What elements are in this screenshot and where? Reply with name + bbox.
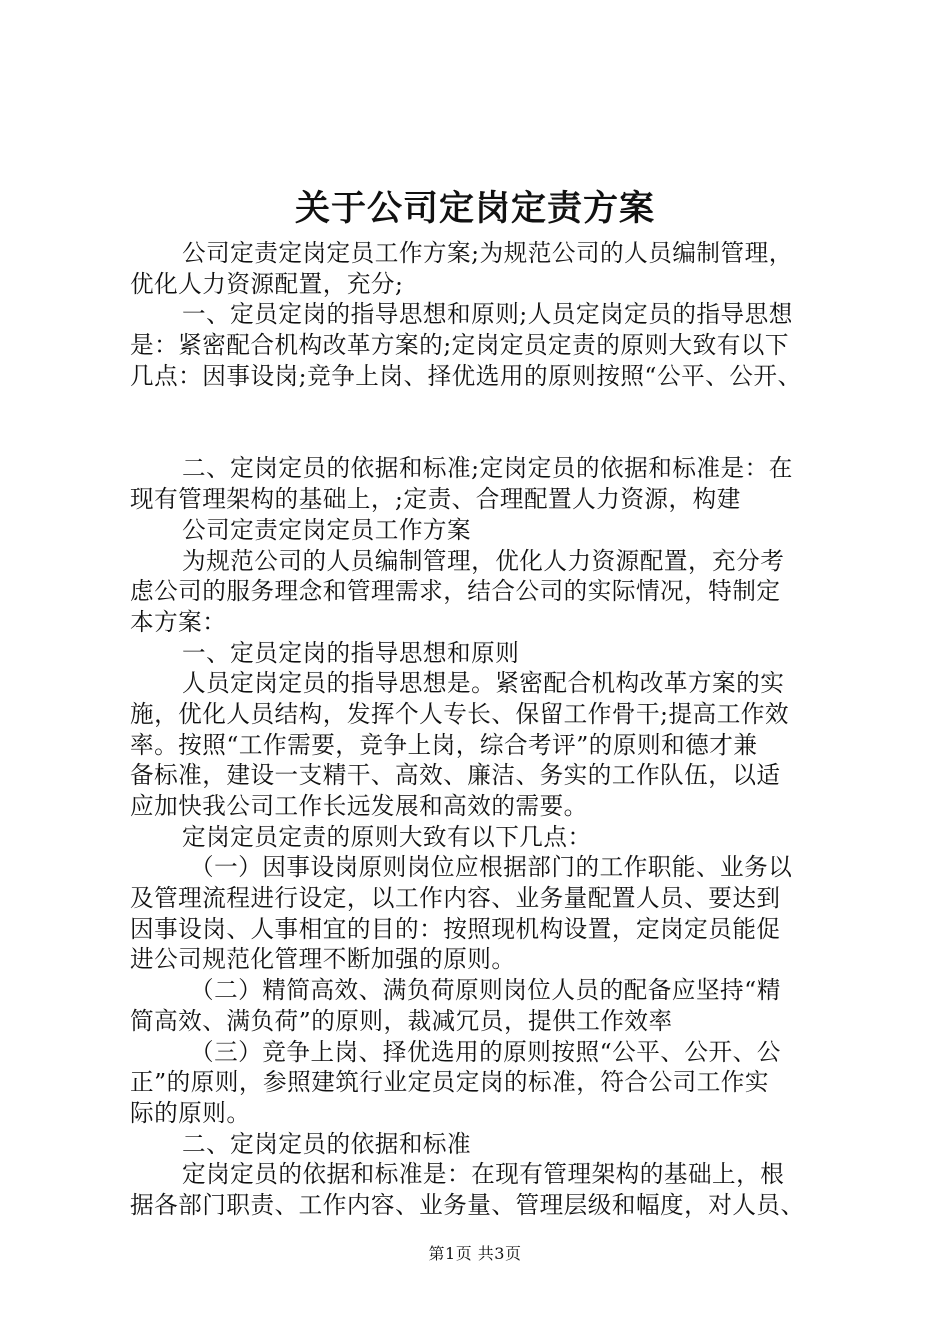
paragraph-line: 正”的原则，参照建筑行业定员定岗的标准，符合公司工作实 bbox=[130, 1068, 769, 1097]
section-heading: 一、定员定岗的指导思想和原则 bbox=[182, 638, 520, 667]
section-heading: 二、定岗定员的依据和标准 bbox=[182, 1129, 472, 1158]
paragraph-line: 优化人力资源配置，充分; bbox=[130, 269, 404, 298]
paragraph-line: 虑公司的服务理念和管理需求，结合公司的实际情况，特制定 bbox=[130, 577, 781, 606]
paragraph-line: 人员定岗定员的指导思想是。紧密配合机构改革方案的实 bbox=[182, 669, 785, 698]
paragraph-line: 应加快我公司工作长远发展和高效的需要。 bbox=[130, 792, 588, 820]
paragraph-line: 公司定责定岗定员工作方案;为规范公司的人员编制管理， bbox=[182, 239, 793, 267]
paragraph-line: 现有管理架构的基础上，;定责、合理配置人力资源，构建 bbox=[130, 485, 741, 514]
paragraph-line: 据各部门职责、工作内容、业务量、管理层级和幅度，对人员、 bbox=[130, 1190, 805, 1219]
paragraph-line: 定岗定员定责的原则大致有以下几点： bbox=[182, 822, 592, 851]
paragraph-line: 际的原则。 bbox=[130, 1098, 251, 1127]
paragraph-line: 一、定员定岗的指导思想和原则;人员定岗定员的指导思想 bbox=[182, 300, 793, 329]
paragraph-line: （一）因事设岗原则岗位应根据部门的工作职能、业务以 bbox=[190, 853, 793, 882]
section-heading: 公司定责定岗定员工作方案 bbox=[182, 515, 472, 544]
paragraph-line: 备标准，建设一支精干、高效、廉洁、务实的工作队伍，以适 bbox=[130, 761, 781, 790]
paragraph-line: 为规范公司的人员编制管理，优化人力资源配置，充分考 bbox=[182, 546, 785, 575]
paragraph-line: 率。按照“工作需要，竞争上岗，综合考评”的原则和德才兼 bbox=[130, 730, 758, 759]
paragraph-line: （三）竞争上岗、择优选用的原则按照“公平、公开、公 bbox=[190, 1037, 781, 1066]
paragraph-line: 本方案： bbox=[130, 607, 227, 636]
page-footer: 第1页 共3页 bbox=[428, 1244, 522, 1263]
paragraph-line: 及管理流程进行设定，以工作内容、业务量配置人员、要达到 bbox=[130, 884, 781, 913]
paragraph-line: 进公司规范化管理不断加强的原则。 bbox=[130, 945, 516, 974]
paragraph-line: 是：紧密配合机构改革方案的;定岗定员定责的原则大致有以下 bbox=[130, 331, 789, 360]
paragraph-line: 施，优化人员结构，发挥个人专长、保留工作骨干;提高工作效 bbox=[130, 699, 789, 728]
blank-gap bbox=[130, 391, 835, 453]
paragraph-line: （二）精简高效、满负荷原则岗位人员的配备应坚持“精 bbox=[190, 976, 781, 1005]
paragraph-line: 定岗定员的依据和标准是：在现有管理架构的基础上，根 bbox=[182, 1160, 785, 1189]
document-body bbox=[130, 238, 835, 1221]
document-title: 关于公司定岗定责方案 bbox=[294, 189, 655, 229]
paragraph-line: 二、定岗定员的依据和标准;定岗定员的依据和标准是：在 bbox=[182, 454, 793, 483]
paragraph-line: 因事设岗、人事相宜的目的：按照现机构设置，定岗定员能促 bbox=[130, 914, 781, 943]
paragraph-line: 简高效、满负荷”的原则，裁减冗员，提供工作效率 bbox=[130, 1006, 673, 1035]
paragraph-line: 几点：因事设岗;竞争上岗、择优选用的原则按照“公平、公开、 bbox=[130, 361, 802, 390]
